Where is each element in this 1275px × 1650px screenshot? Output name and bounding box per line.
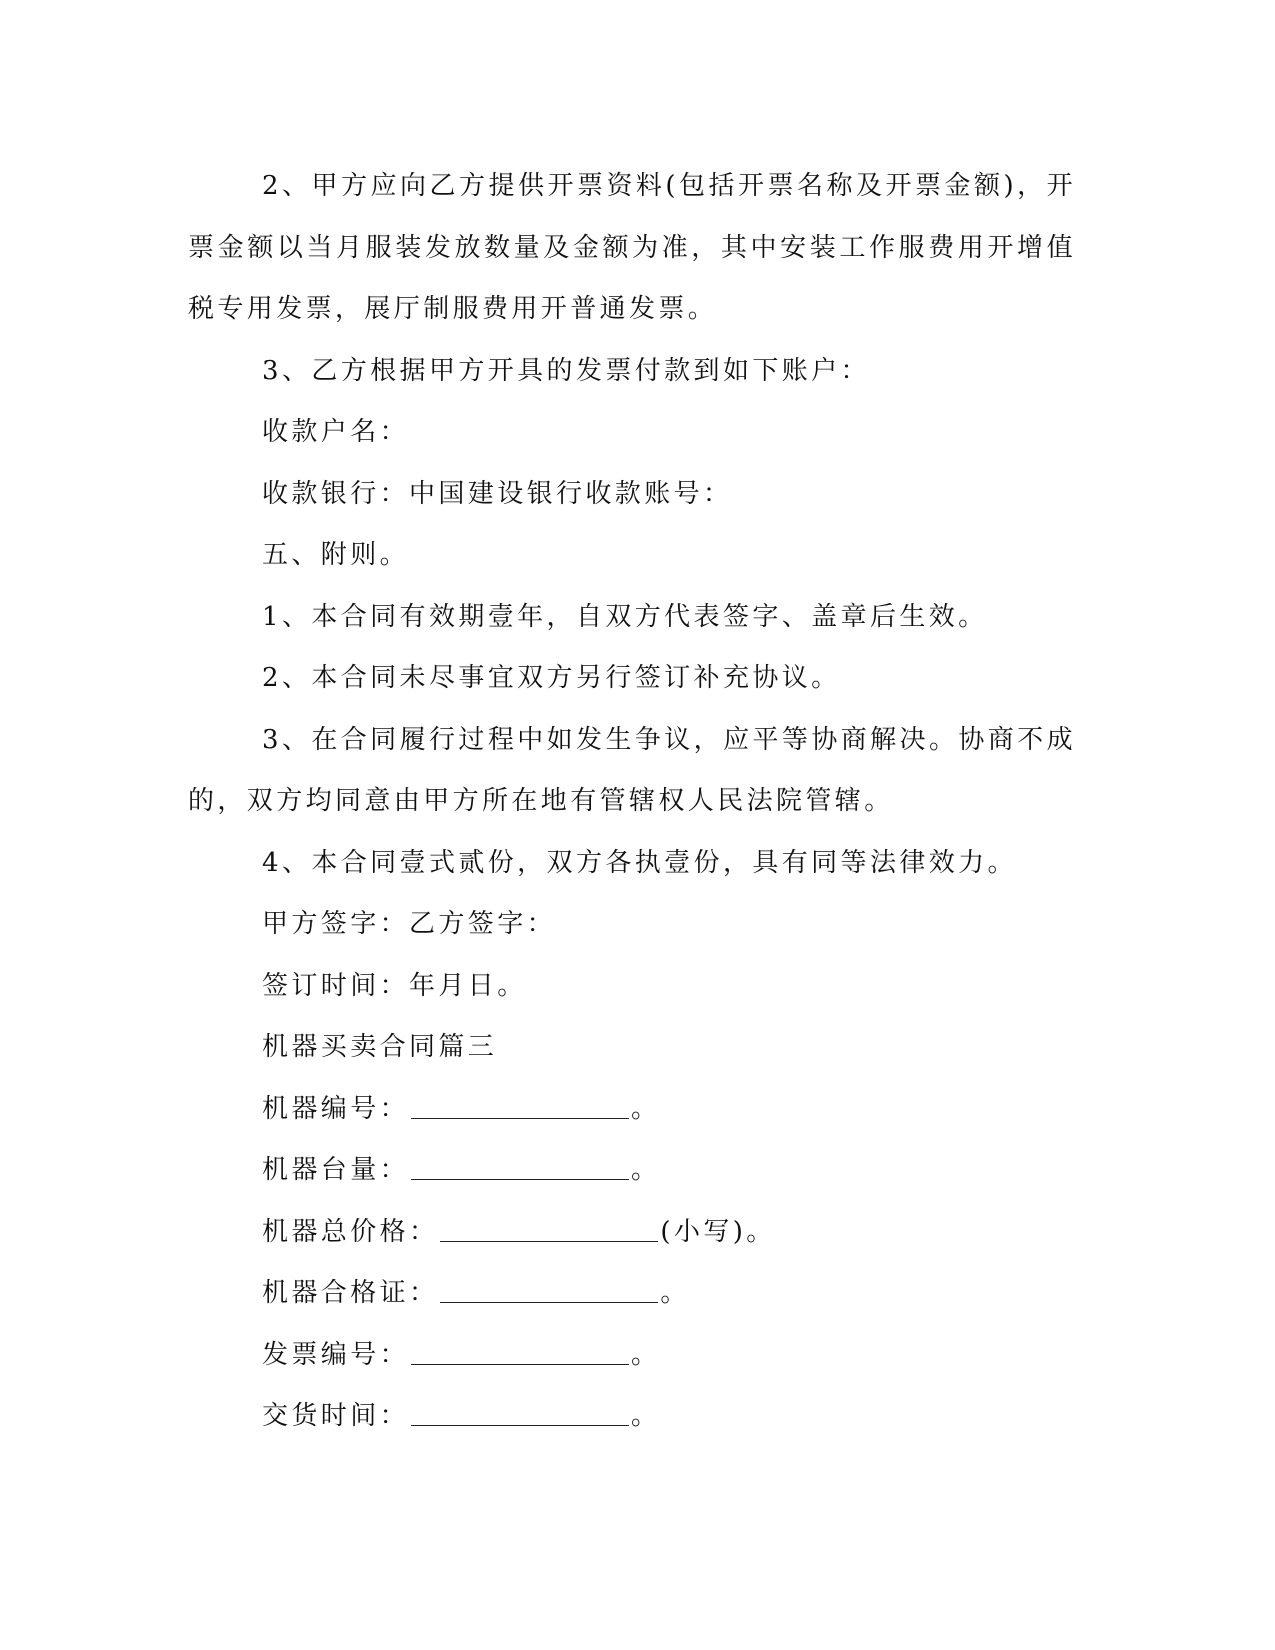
paragraph-payment-account: 3、乙方根据甲方开具的发票付款到如下账户：: [262, 355, 870, 386]
field-delivery-time: [188, 1386, 1076, 1448]
paragraph-sign-date: 签订时间：年月日。: [262, 970, 527, 1001]
section-heading-appendix: 五、附则。: [262, 540, 410, 570]
paragraph-payee-name: 收款户名：: [262, 417, 410, 447]
field-machine-quantity: [188, 1140, 1076, 1202]
field-suffix: (小写)。: [660, 1216, 776, 1247]
field-label: 机器编号：: [262, 1093, 410, 1124]
field-machine-number: [188, 1079, 1076, 1141]
blank-line: [411, 1330, 629, 1365]
field-suffix: 。: [631, 1339, 661, 1370]
field-invoice-number: [188, 1325, 1076, 1387]
section-heading-machine-contract: 机器买卖合同篇三: [262, 1032, 498, 1062]
field-suffix: 。: [631, 1093, 661, 1124]
field-label: 机器台量：: [262, 1155, 410, 1185]
field-label: 机器总价格：: [262, 1216, 439, 1247]
paragraph-dispute: 3、在合同履行过程中如发生争议，应平等协商解决。协商不成的，双方均同意由甲方所在地有管辖权人民法院管辖。: [188, 724, 1076, 816]
field-suffix: 。: [631, 1401, 661, 1431]
paragraph-validity: 1、本合同有效期壹年，自双方代表签字、盖章后生效。: [262, 601, 988, 632]
field-machine-total-price: [188, 1202, 1076, 1264]
field-suffix: 。: [631, 1155, 661, 1185]
document-body: [188, 156, 1076, 1448]
blank-line: [411, 1145, 629, 1180]
field-machine-certificate: [188, 1263, 1076, 1325]
paragraph-signatures: 甲方签字：乙方签字：: [262, 909, 557, 939]
paragraph-invoice-info: 2、甲方应向乙方提供开票资料(包括开票名称及开票金额)，开票金额以当月服装发放数量及金额为准，其中安装工作服费用开增值税专用发票，展厅制服费用开普通发票。: [188, 171, 1076, 324]
blank-line: [411, 1391, 629, 1426]
field-label: 发票编号：: [262, 1339, 410, 1370]
blank-line: [411, 1084, 629, 1119]
field-label: 交货时间：: [262, 1401, 410, 1431]
blank-line: [440, 1268, 658, 1303]
paragraph-copies: 4、本合同壹式贰份，双方各执壹份，具有同等法律效力。: [262, 847, 1017, 878]
paragraph-payee-bank: 收款银行：中国建设银行收款账号：: [262, 478, 733, 509]
field-label: 机器合格证：: [262, 1278, 439, 1308]
paragraph-supplement: 2、本合同未尽事宜双方另行签订补充协议。: [262, 663, 841, 693]
field-suffix: 。: [660, 1278, 690, 1308]
blank-line: [440, 1207, 658, 1242]
